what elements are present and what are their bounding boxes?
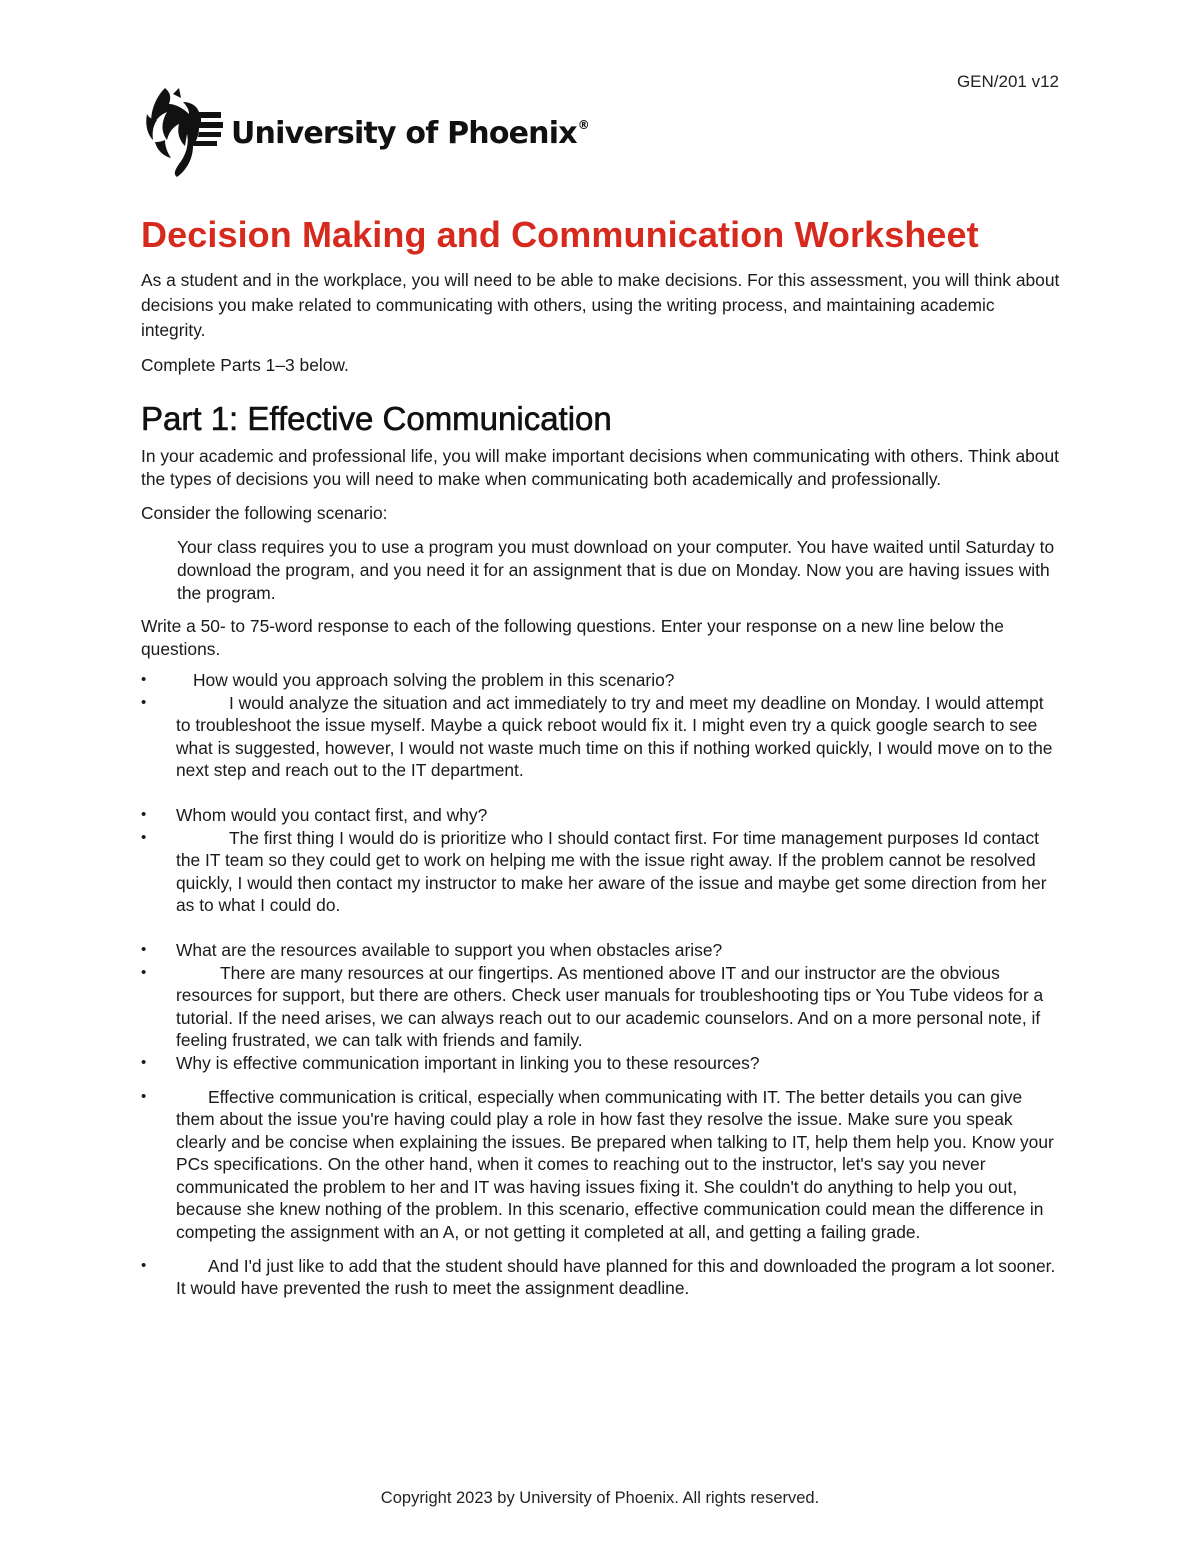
bullet-icon: • — [141, 828, 147, 846]
list-item-answer-5: • And I'd just like to add that the student should have planned for this and downloaded the program a lot sooner. It would have prevented the rush to meet the assignment deadline. — [141, 1255, 1056, 1299]
list-item-question-2: • Whom would you contact first, and why? — [141, 804, 488, 825]
list-item-answer-4: • Effective communication is critical, especially when communicating with IT. The better details you can give them about the issue you're having could play a role in how fast they resolve the issue. Make sure you speak clearly and be concise when explaining the issues. Be prepared when talking to IT, help them help you. Know your PCs specifications. On the other hand, when it comes to reaching out to the instructor, let's say you never communicated the problem to her and IT was having issues fixing it. She couldn't do anything to help you out, because she knew nothing of the problem. In this scenario, effective communication could mean the difference in competing the assignment with an A, or not getting it completed at all, and getting a failing grade. — [141, 1086, 1054, 1243]
copyright-footer: Copyright 2023 by University of Phoenix. All rights reserved. — [380, 1489, 820, 1507]
course-code: GEN/201 v12 — [956, 72, 1059, 91]
response-instructions: Write a 50- to 75-word response to each of the following questions. Enter your response on a new line below the questions. — [141, 616, 1004, 659]
logo-wordmark: University of Phoenix® — [231, 115, 589, 151]
bullet-icon: • — [141, 693, 147, 711]
bullet-icon: • — [141, 671, 147, 688]
document-body — [141, 210, 1061, 1300]
list-item-answer-3: • There are many resources at our fingertips. As mentioned above IT and our instructor are the obvious resources for support, but there are others. Check user manuals for troubleshooting tips or You Tube videos for a tutorial. If the need arises, we can always reach out to our academic counselors. And on a more personal note, if feeling frustrated, we can talk with friends and family. — [141, 962, 1044, 1051]
bullet-icon: • — [141, 963, 147, 981]
bullet-icon: • — [141, 805, 147, 823]
list-item-question-3: • What are the resources available to support you when obstacles arise? — [141, 939, 723, 960]
bullet-icon: • — [141, 1053, 147, 1071]
consider-label: Consider the following scenario: — [141, 503, 388, 523]
part1-intro: In your academic and professional life, you will make important decisions when communicating with others. Think about the types of decisions you will need to make when communicating both academically and professionally. — [141, 446, 1059, 489]
bullet-icon: • — [141, 940, 147, 958]
list-item-question-1: • How would you approach solving the problem in this scenario? — [141, 670, 675, 690]
scenario-text: Your class requires you to use a program you must download on your computer. You have waited until Saturday to download the program, and you need it for an assignment that is due on Monday. Now you are having issues with the program. — [177, 537, 1055, 603]
bullet-icon: • — [141, 1256, 147, 1274]
list-item-answer-2: • The first thing I would do is prioritize who I should contact first. For time management purposes Id contact the IT team so they could get to work on helping me with the issue right away. If the problem cannot be resolved quickly, I would then contact my instructor to make her aware of the issue and maybe get some direction from her as to what I could do. — [141, 827, 1047, 916]
complete-instruction: Complete Parts 1–3 below. — [141, 355, 349, 375]
university-logo — [143, 84, 589, 178]
question-answer-list — [141, 669, 1061, 1300]
list-item-answer-1: • I would analyze the situation and act immediately to try and meet my deadline on Monday. I would attempt to troubleshoot the issue myself. Maybe a quick reboot would fix it. I might even try a quick google search to see what is suggested, however, I would not waste much time on this if nothing worked quickly, I would move on to the next step and reach out to the IT department. — [141, 692, 1053, 781]
part1-heading: Part 1: Effective Communication — [141, 400, 612, 437]
phoenix-bird-icon — [143, 84, 223, 178]
worksheet-title: Decision Making and Communication Worksheet — [141, 214, 979, 255]
intro-paragraph: As a student and in the workplace, you will need to be able to make decisions. For this assessment, you will think about decisions you make related to communicating with others, using the writing process, and maintaining academic integrity. — [141, 270, 1060, 340]
bullet-icon: • — [141, 1087, 147, 1105]
list-item-question-4: • Why is effective communication important in linking you to these resources? — [141, 1052, 760, 1073]
